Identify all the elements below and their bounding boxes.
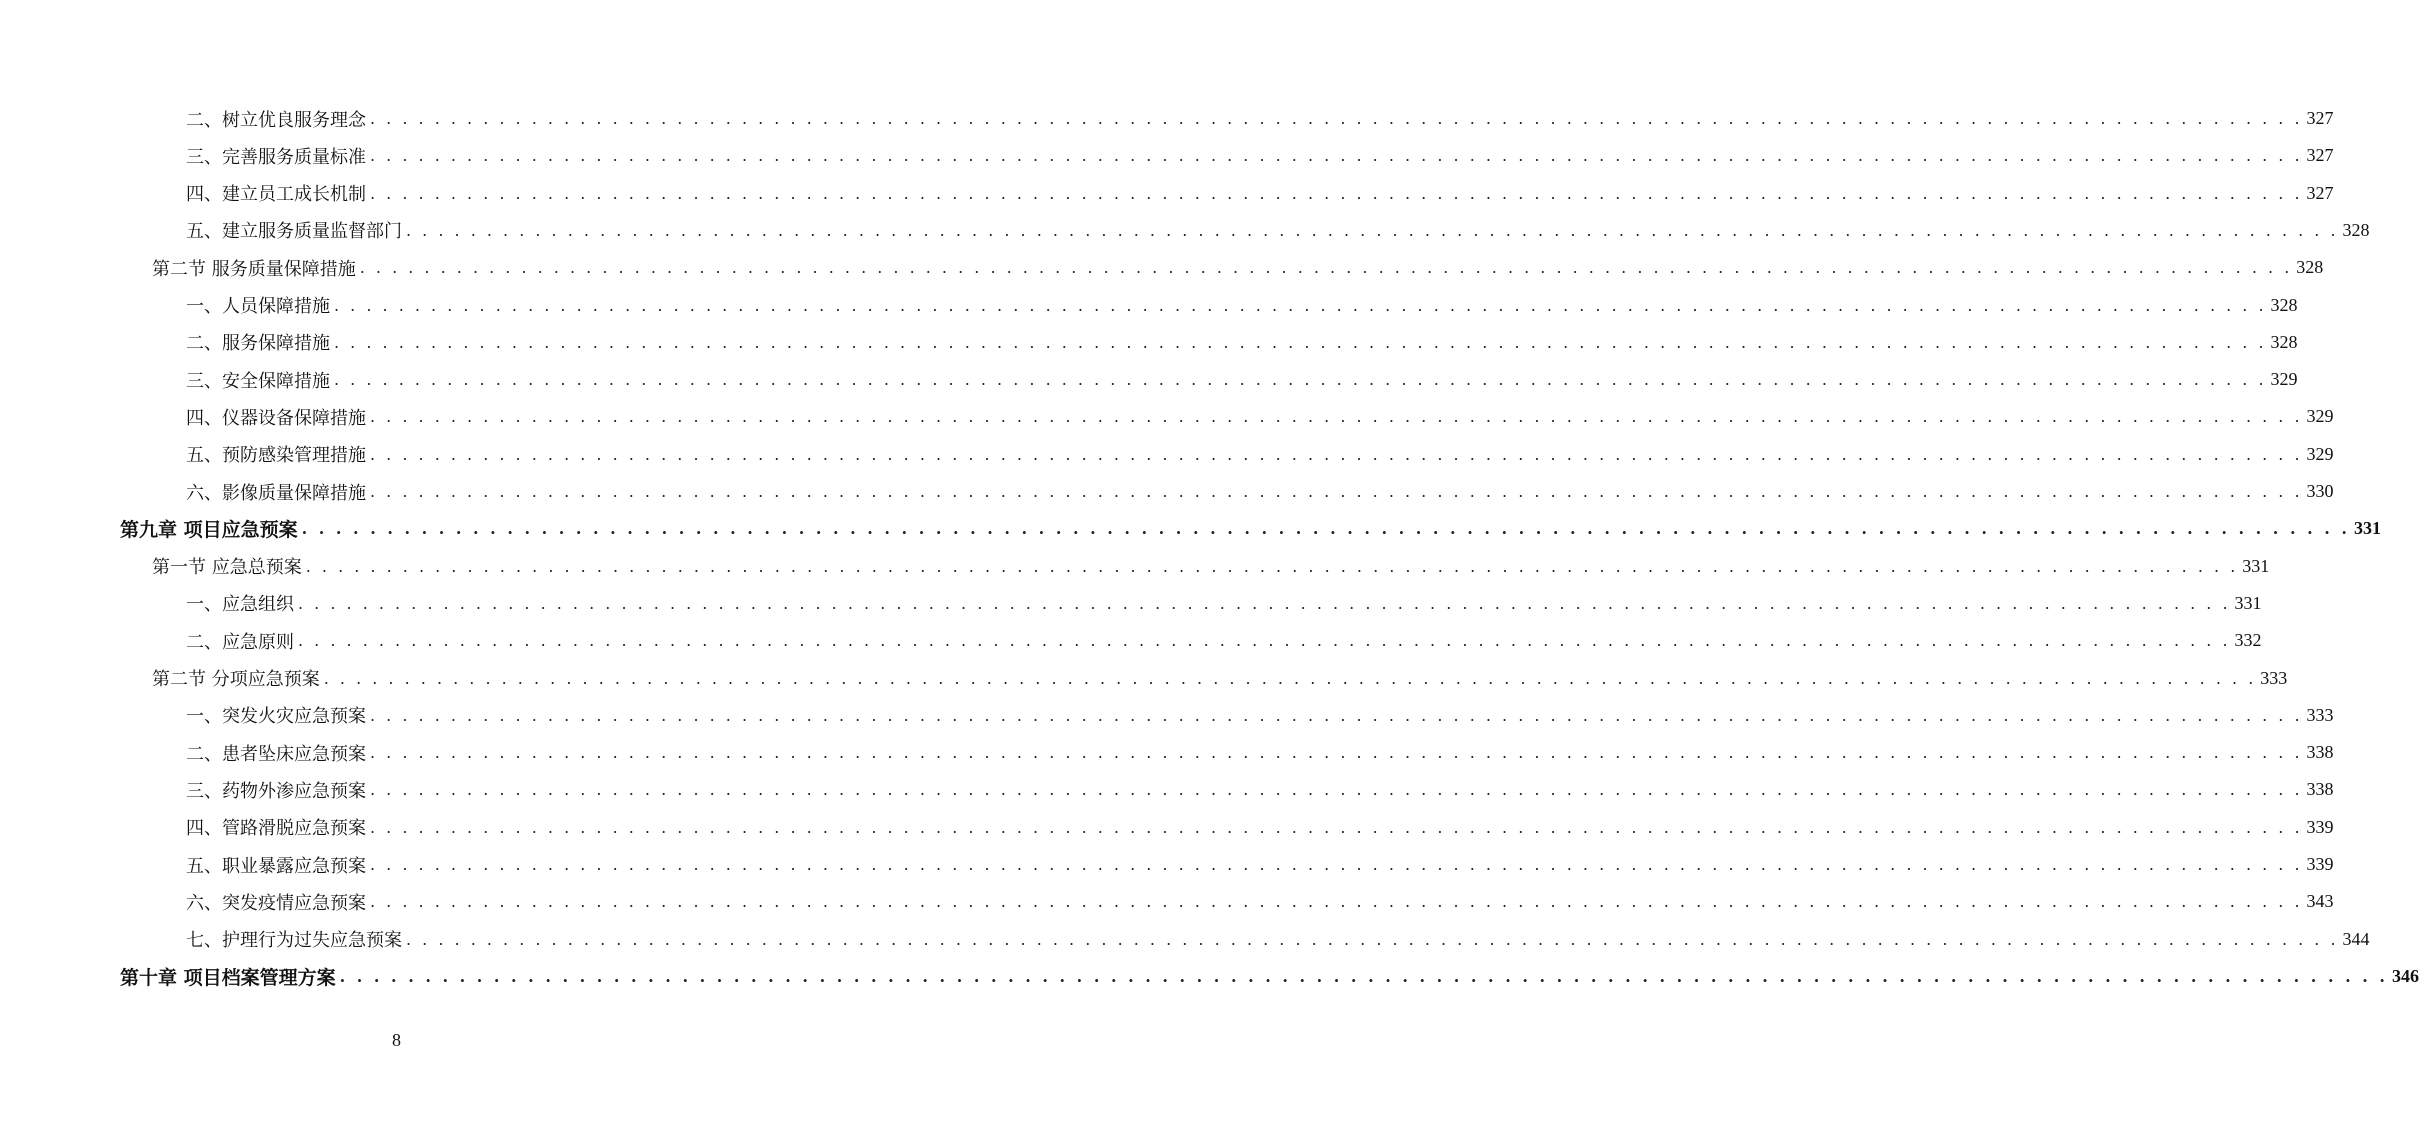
toc-entry-label: 五、预防感染管理措施 (186, 445, 366, 467)
toc-entry-page: 329 (2270, 369, 2298, 390)
toc-entry-label: 第一节 应急总预案 (152, 557, 302, 579)
toc-entry[interactable] (186, 921, 2370, 958)
toc-entry-label: 二、服务保障措施 (186, 333, 330, 355)
toc-entry[interactable] (186, 809, 2334, 846)
toc-entry-page: 339 (2306, 816, 2334, 837)
toc-entry[interactable] (186, 846, 2334, 883)
toc-entry-page: 328 (2342, 219, 2370, 240)
toc-entry[interactable] (120, 510, 2381, 547)
toc-entry-page: 329 (2306, 443, 2334, 464)
toc-entry-page: 327 (2306, 145, 2334, 166)
toc-leader-dots: . . . . . . . . . . . . . . . . . . . . . . . . . . . . . . . . . . . . . . . . . . . . . . . . . . . . . . . . . . . . . . . . . . . . . . . . . . . . . . . . . . . . . . . . . . . . . . . . . . . . . . . . . . . . . . . . . . . . . . . . (305, 556, 2239, 576)
toc-entry[interactable] (152, 660, 2288, 697)
toc-leader-dots: . . . . . . . . . . . . . . . . . . . . . . . . . . . . . . . . . . . . . . . . . . . . . . . . . . . . . . . . . . . . . . . . . . . . . . . . . . . . . . . . . . . . . . . . . . . . . . . . . . . . . . . . . . . . . . . . . . . . . . . . (334, 295, 2267, 315)
toc-entry[interactable] (186, 398, 2334, 435)
toc-entry-label: 四、建立员工成长机制 (186, 184, 366, 206)
toc-entry-label: 五、建立服务质量监督部门 (186, 221, 402, 243)
toc-entry[interactable] (186, 585, 2262, 622)
toc-entry-label: 二、患者坠床应急预案 (186, 743, 366, 765)
toc-entry[interactable] (186, 436, 2334, 473)
toc-entry-label: 二、树立优良服务理念 (186, 109, 366, 131)
toc-entry[interactable] (186, 324, 2298, 361)
toc-entry[interactable] (186, 100, 2334, 137)
toc-entry-page: 327 (2306, 108, 2334, 128)
toc-entry[interactable] (186, 697, 2334, 734)
toc-entry-page: 344 (2342, 928, 2370, 949)
toc-entry-label: 一、人员保障措施 (186, 296, 330, 317)
toc-entry-label: 一、应急组织 (186, 594, 294, 616)
toc-leader-dots: . . . . . . . . . . . . . . . . . . . . . . . . . . . . . . . . . . . . . . . . . . . . . . . . . . . . . . . . . . . . . . . . . . . . . . . . . . . . . . . . . . . . . . . . . . . . . . . . . . . . . . . . . . . . . . . . . . . . . . . . (370, 892, 2303, 912)
toc-entry-label: 四、仪器设备保障措施 (186, 407, 366, 429)
toc-leader-dots: . . . . . . . . . . . . . . . . . . . . . . . . . . . . . . . . . . . . . . . . . . . . . . . . . . . . . . . . . . . . . . . . . . . . . . . . . . . . . . . . . . . . . . . . . . . . . . . . . . . . . . . . . . . . . . . . . . . . . . . . (370, 780, 2303, 800)
toc-leader-dots: . . . . . . . . . . . . . . . . . . . . . . . . . . . . . . . . . . . . . . . . . . . . . . . . . . . . . . . . . . . . . . . . . . . . . . . . . . . . . . . . . . . . . . . . . . . . . . . . . . . . . . . . . . . . . . . . . . . . . . . . (323, 668, 2257, 688)
toc-entry-page: 338 (2306, 742, 2334, 763)
toc-entry[interactable] (186, 212, 2370, 249)
toc-entry-page: 333 (2306, 704, 2334, 725)
toc-entry-page: 331 (2242, 555, 2270, 576)
toc-entry-label: 三、完善服务质量标准 (186, 146, 366, 168)
toc-entry-label: 三、药物外渗应急预案 (186, 780, 366, 802)
toc-entry[interactable] (120, 958, 2419, 995)
toc-leader-dots: . . . . . . . . . . . . . . . . . . . . . . . . . . . . . . . . . . . . . . . . . . . . . . . . . . . . . . . . . . . . . . . . . . . . . . . . . . . . . . . . . . . . . . . . . . . . . . . . . . . . . . . . . . . . . . . . . . . . . . . . (334, 332, 2267, 352)
toc-entry-page: 329 (2306, 406, 2334, 427)
toc-leader-dots: . . . . . . . . . . . . . . . . . . . . . . . . . . . . . . . . . . . . . . . . . . . . . . . . . . . . . . . . . . . . . . . . . . . . . . . . . . . . . . . . . . . . . . . . . . . . . . . . . . . . . . . . . . . . . . . . . . . . . . . . (298, 631, 2231, 651)
toc-leader-dots: . . . . . . . . . . . . . . . . . . . . . . . . . . . . . . . . . . . . . . . . . . . . . . . . . . . . . . . . . . . . . . . . . . . . . . . . . . . . . . . . . . . . . . . . . . . . . . . . . . . . . . . . . . . . . . . . . . . . . . . . (298, 593, 2231, 613)
toc-leader-dots: . . . . . . . . . . . . . . . . . . . . . . . . . . . . . . . . . . . . . . . . . . . . . . . . . . . . . . . . . . . . . . . . . . . . . . . . . . . . . . . . . . . . . . . . . . . . . . . . . . . . . . . . . . . . . . . . . . . . . . . . (301, 519, 2350, 539)
toc-leader-dots: . . . . . . . . . . . . . . . . . . . . . . . . . . . . . . . . . . . . . . . . . . . . . . . . . . . . . . . . . . . . . . . . . . . . . . . . . . . . . . . . . . . . . . . . . . . . . . . . . . . . . . . . . . . . . . . . . . . . . . . . (370, 705, 2303, 725)
toc-leader-dots: . . . . . . . . . . . . . . . . . . . . . . . . . . . . . . . . . . . . . . . . . . . . . . . . . . . . . . . . . . . . . . . . . . . . . . . . . . . . . . . . . . . . . . . . . . . . . . . . . . . . . . . . . . . . . . . . . . . . . . . . (370, 743, 2303, 763)
toc-entry-label: 四、管路滑脱应急预案 (186, 818, 366, 840)
toc-entry-label: 六、突发疫情应急预案 (186, 892, 366, 914)
toc-leader-dots: . . . . . . . . . . . . . . . . . . . . . . . . . . . . . . . . . . . . . . . . . . . . . . . . . . . . . . . . . . . . . . . . . . . . . . . . . . . . . . . . . . . . . . . . . . . . . . . . . . . . . . . . . . . . . . . . . . . . . . . . (339, 966, 2388, 986)
toc-leader-dots: . . . . . . . . . . . . . . . . . . . . . . . . . . . . . . . . . . . . . . . . . . . . . . . . . . . . . . . . . . . . . . . . . . . . . . . . . . . . . . . . . . . . . . . . . . . . . . . . . . . . . . . . . . . . . . . . . . . . . . . . (370, 444, 2303, 464)
toc-entry-label: 二、应急原则 (186, 631, 294, 653)
toc-entry[interactable] (186, 175, 2334, 212)
toc-entry-page: 346 (2391, 965, 2419, 986)
toc-entry-label: 第十章 项目档案管理方案 (120, 966, 336, 989)
toc-entry-page: 330 (2306, 481, 2334, 501)
toc-entry-page: 328 (2296, 257, 2324, 278)
toc-entry-label: 第二节 分项应急预案 (152, 669, 320, 690)
toc-entry-page: 339 (2306, 854, 2334, 874)
toc-entry-label: 一、突发火灾应急预案 (186, 706, 366, 728)
toc-leader-dots: . . . . . . . . . . . . . . . . . . . . . . . . . . . . . . . . . . . . . . . . . . . . . . . . . . . . . . . . . . . . . . . . . . . . . . . . . . . . . . . . . . . . . . . . . . . . . . . . . . . . . . . . . . . . . . . . . . . . . . . . (406, 929, 2339, 949)
toc-entry[interactable] (186, 622, 2262, 659)
toc-entry[interactable] (152, 249, 2324, 286)
toc-entry-page: 343 (2306, 891, 2334, 912)
toc-entry-label: 第二节 服务质量保障措施 (152, 258, 356, 280)
toc-entry[interactable] (186, 771, 2334, 808)
toc-leader-dots: . . . . . . . . . . . . . . . . . . . . . . . . . . . . . . . . . . . . . . . . . . . . . . . . . . . . . . . . . . . . . . . . . . . . . . . . . . . . . . . . . . . . . . . . . . . . . . . . . . . . . . . . . . . . . . . . . . . . . . . . (370, 817, 2303, 837)
toc-entry-label: 三、安全保障措施 (186, 370, 330, 392)
toc-entry-page: 338 (2306, 779, 2334, 800)
page-number: 8 (392, 1030, 401, 1050)
toc-entry-label: 第九章 项目应急预案 (120, 519, 298, 542)
toc-entry[interactable] (186, 361, 2298, 398)
toc-leader-dots: . . . . . . . . . . . . . . . . . . . . . . . . . . . . . . . . . . . . . . . . . . . . . . . . . . . . . . . . . . . . . . . . . . . . . . . . . . . . . . . . . . . . . . . . . . . . . . . . . . . . . . . . . . . . . . . . . . . . . . . . (370, 855, 2303, 874)
toc-leader-dots: . . . . . . . . . . . . . . . . . . . . . . . . . . . . . . . . . . . . . . . . . . . . . . . . . . . . . . . . . . . . . . . . . . . . . . . . . . . . . . . . . . . . . . . . . . . . . . . . . . . . . . . . . . . . . . . . . . . . . . . . (370, 109, 2303, 128)
toc-entry[interactable] (186, 287, 2298, 324)
toc-entry-label: 七、护理行为过失应急预案 (186, 930, 402, 952)
toc-leader-dots: . . . . . . . . . . . . . . . . . . . . . . . . . . . . . . . . . . . . . . . . . . . . . . . . . . . . . . . . . . . . . . . . . . . . . . . . . . . . . . . . . . . . . . . . . . . . . . . . . . . . . . . . . . . . . . . . . . . . . . . . (370, 146, 2303, 166)
toc-leader-dots: . . . . . . . . . . . . . . . . . . . . . . . . . . . . . . . . . . . . . . . . . . . . . . . . . . . . . . . . . . . . . . . . . . . . . . . . . . . . . . . . . . . . . . . . . . . . . . . . . . . . . . . . . . . . . . . . . . . . . . . . (334, 370, 2267, 390)
toc-leader-dots: . . . . . . . . . . . . . . . . . . . . . . . . . . . . . . . . . . . . . . . . . . . . . . . . . . . . . . . . . . . . . . . . . . . . . . . . . . . . . . . . . . . . . . . . . . . . . . . . . . . . . . . . . . . . . . . . . . . . . . . . (359, 258, 2293, 278)
toc-entry-page: 333 (2260, 667, 2288, 688)
toc-entry[interactable] (186, 883, 2334, 920)
toc-entry-page: 328 (2270, 331, 2298, 352)
toc-entry-label: 五、职业暴露应急预案 (186, 855, 366, 877)
toc-entry-page: 328 (2270, 294, 2298, 315)
toc-entry-page: 331 (2234, 592, 2262, 613)
toc-entry[interactable] (152, 548, 2270, 585)
toc-entry[interactable] (186, 473, 2334, 510)
toc-entry-label: 六、影像质量保障措施 (186, 482, 366, 504)
toc-leader-dots: . . . . . . . . . . . . . . . . . . . . . . . . . . . . . . . . . . . . . . . . . . . . . . . . . . . . . . . . . . . . . . . . . . . . . . . . . . . . . . . . . . . . . . . . . . . . . . . . . . . . . . . . . . . . . . . . . . . . . . . . (370, 183, 2303, 203)
toc-leader-dots: . . . . . . . . . . . . . . . . . . . . . . . . . . . . . . . . . . . . . . . . . . . . . . . . . . . . . . . . . . . . . . . . . . . . . . . . . . . . . . . . . . . . . . . . . . . . . . . . . . . . . . . . . . . . . . . . . . . . . . . . (406, 220, 2339, 240)
toc-leader-dots: . . . . . . . . . . . . . . . . . . . . . . . . . . . . . . . . . . . . . . . . . . . . . . . . . . . . . . . . . . . . . . . . . . . . . . . . . . . . . . . . . . . . . . . . . . . . . . . . . . . . . . . . . . . . . . . . . . . . . . . . (370, 407, 2303, 427)
toc-entry-page: 332 (2234, 630, 2262, 651)
toc-entry-page: 327 (2306, 182, 2334, 203)
toc-entry[interactable] (186, 137, 2334, 174)
toc-leader-dots: . . . . . . . . . . . . . . . . . . . . . . . . . . . . . . . . . . . . . . . . . . . . . . . . . . . . . . . . . . . . . . . . . . . . . . . . . . . . . . . . . . . . . . . . . . . . . . . . . . . . . . . . . . . . . . . . . . . . . . . . (370, 482, 2303, 501)
toc-entry[interactable] (186, 734, 2334, 771)
toc-entry-page: 331 (2353, 518, 2381, 539)
